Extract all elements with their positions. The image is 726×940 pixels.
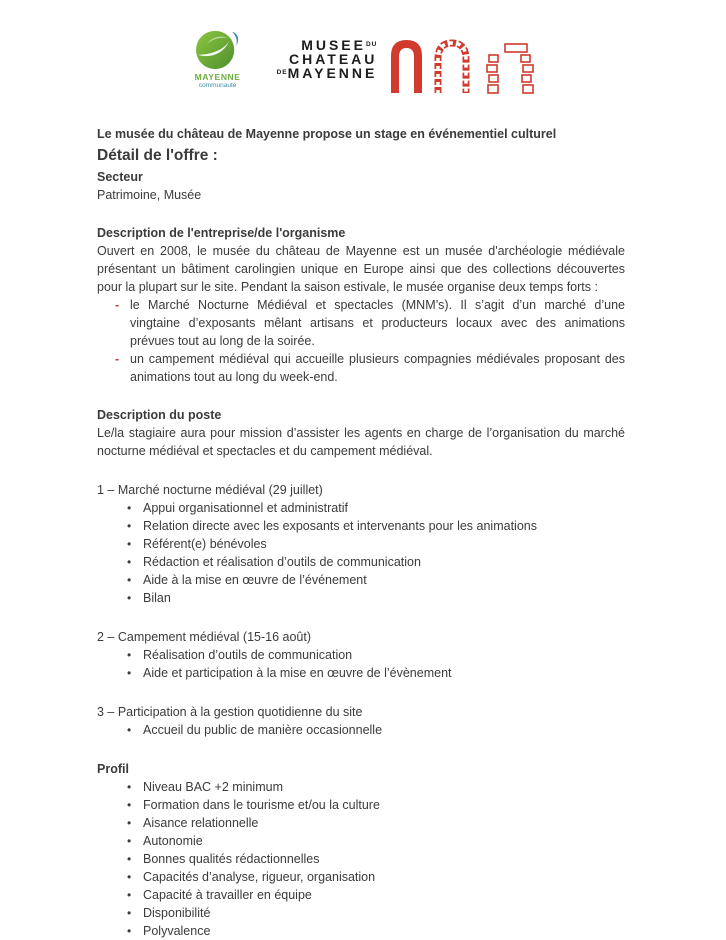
sector-label: Secteur (97, 170, 143, 184)
mayenne-communaute-logo (187, 27, 249, 90)
list-item: • Disponibilité (125, 904, 625, 922)
mayenne-logo-tagline: communauté (198, 82, 237, 89)
list-item: • Bonnes qualités rédactionnelles (125, 850, 625, 868)
musee-chateau-mayenne-logo (277, 35, 546, 97)
mission3-list (97, 721, 625, 739)
offer-title: Le musée du château de Mayenne propose un stage en événementiel culturel (97, 127, 557, 141)
sector-value: Patrimoine, Musée (97, 188, 202, 202)
list-item: • Aisance relationnelle (125, 814, 625, 832)
list-item: • Aide et participation à la mise en œuvre de l’évènement (125, 664, 625, 682)
mission1-list (97, 499, 625, 607)
list-item: • Rédaction et réalisation d’outils de communication (125, 553, 625, 571)
company-highlights-list (97, 296, 625, 386)
position-section-heading: Description du poste (97, 408, 222, 422)
profile-list (97, 778, 625, 940)
offer-subtitle: Détail de l'offre : (97, 147, 218, 164)
list-item: • Capacité à travailler en équipe (125, 886, 625, 904)
mission1-title: 1 – Marché nocturne médiéval (29 juillet) (97, 483, 323, 497)
document-body (0, 97, 720, 940)
mission2-title: 2 – Campement médiéval (15-16 août) (97, 630, 312, 644)
mission3-title: 3 – Participation à la gestion quotidienne du site (97, 705, 363, 719)
list-item: - un campement médiéval qui accueille plusieurs compagnies médiévales proposant des animations tout au long du week-end. (115, 350, 625, 386)
list-item: • Appui organisationnel et administratif (125, 499, 625, 517)
list-item: • Relation directe avec les exposants et intervenants pour les animations (125, 517, 625, 535)
musee-logo-wordmark: $MUSEE^{DU}$ CHATEAU $^{DE}$MAYENNE (276, 37, 378, 81)
company-section-heading: Description de l'entreprise/de l'organisme (97, 226, 346, 240)
mission2-list (97, 646, 625, 682)
list-item: • Polyvalence (125, 922, 625, 940)
red-arches-icon (385, 35, 545, 97)
list-item: • Capacités d’analyse, rigueur, organisation (125, 868, 625, 886)
list-item: - le Marché Nocturne Médiéval et spectacles (MNM’s). Il s’agit d’un marché d’une vingtaine d’exposants mêlant artisans et producteurs locaux avec des animations prévues tout au long de la soirée. (115, 296, 625, 350)
list-item: • Bilan (125, 589, 625, 607)
mayenne-sphere-icon (193, 27, 243, 71)
list-item: • Aide à la mise en œuvre de l’événement (125, 571, 625, 589)
profile-section-heading: Profil (97, 762, 129, 776)
header-logos (6, 0, 726, 97)
list-item: • Référent(e) bénévoles (125, 535, 625, 553)
mayenne-logo-name: MAYENNE (194, 72, 241, 82)
list-item: • Niveau BAC +2 minimum (125, 778, 625, 796)
list-item: • Autonomie (125, 832, 625, 850)
position-paragraph: Le/la stagiaire aura pour mission d’assister les agents en charge de l’organisation du marché nocturne médiéval et spectacles et du campement médiéval. (97, 426, 625, 458)
list-item: • Formation dans le tourisme et/ou la culture (125, 796, 625, 814)
list-item: • Réalisation d’outils de communication (125, 646, 625, 664)
company-paragraph: Ouvert en 2008, le musée du château de Mayenne est un musée d'archéologie médiévale présentant un bâtiment carolingien unique en Europe ainsi que des collections découvertes pour la plupart sur le site. Pendant la saison estivale, le musée organise deux temps forts : (97, 244, 625, 294)
list-item: • Accueil du public de manière occasionnelle (125, 721, 625, 739)
